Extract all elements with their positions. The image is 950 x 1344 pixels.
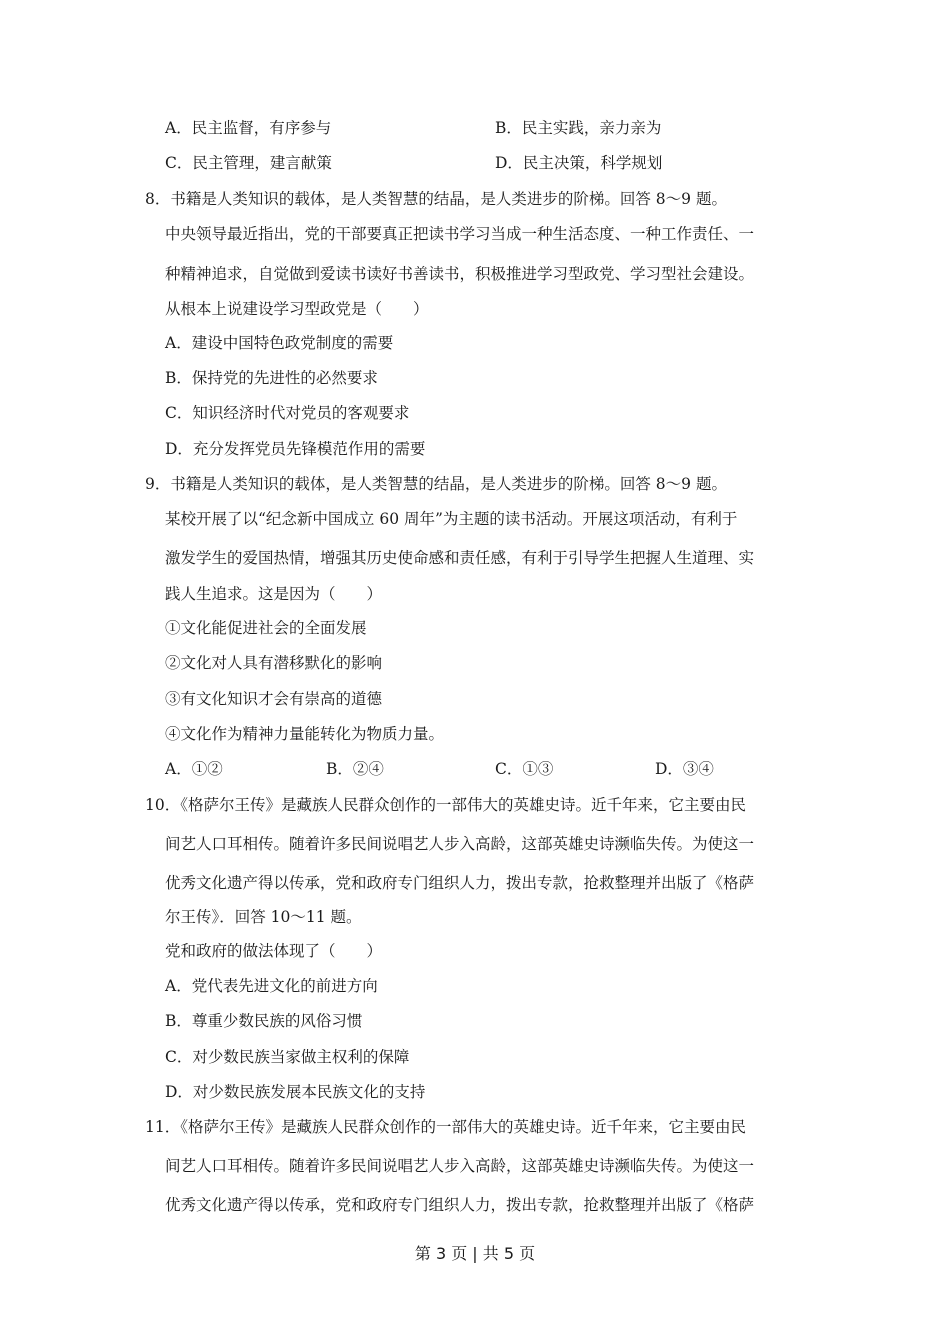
q9-stem-line: 践人生追求。这是因为（ ）: [165, 585, 383, 603]
q9-option-a: A．①②: [165, 760, 223, 778]
q8-stem-line: 种精神追求，自觉做到爱读书读好书善读书，积极推进学习型政党、学习型社会建设。: [165, 265, 755, 283]
q7-option-a: A．民主监督，有序参与: [165, 119, 332, 137]
q10-stem: 党和政府的做法体现了（ ）: [165, 942, 383, 960]
q9-option-c: C．①③: [495, 760, 554, 778]
q10-intro-line: 尔王传》．回答 10～11 题。: [165, 908, 362, 926]
q8-stem-line: 从根本上说建设学习型政党是（ ）: [165, 300, 429, 318]
q9-option-d: D．③④: [655, 760, 714, 778]
q11-intro-line: 优秀文化遗产得以传承，党和政府专门组织人力，拨出专款，抢救整理并出版了《格萨: [165, 1196, 755, 1214]
q9-statement: ③有文化知识才会有崇高的道德: [165, 690, 383, 708]
q9-stem-line: 激发学生的爱国热情，增强其历史使命感和责任感，有利于引导学生把握人生道理、实: [165, 549, 755, 567]
q9-stem-line: 某校开展了以“纪念新中国成立 60 周年”为主题的读书活动。开展这项活动，有利于: [165, 510, 738, 528]
q8-option-d: D．充分发挥党员先锋模范作用的需要: [165, 440, 426, 458]
q9-statement: ①文化能促进社会的全面发展: [165, 619, 367, 637]
q9-option-b: B．②④: [326, 760, 384, 778]
q7-option-b: B．民主实践，亲力亲为: [495, 119, 662, 137]
q10-option-b: B．尊重少数民族的风俗习惯: [165, 1012, 363, 1030]
q7-option-d: D．民主决策，科学规划: [495, 154, 663, 172]
q10-option-c: C．对少数民族当家做主权利的保障: [165, 1048, 410, 1066]
q7-option-c: C．民主管理，建言献策: [165, 154, 332, 172]
q11-intro-line: 间艺人口耳相传。随着许多民间说唱艺人步入高龄，这部英雄史诗濒临失传。为使这一: [165, 1157, 755, 1175]
q9-statement: ④文化作为精神力量能转化为物质力量。: [165, 725, 445, 743]
q11-intro-line: 11．《格萨尔王传》是藏族人民群众创作的一部伟大的英雄史诗。近千年来，它主要由民: [145, 1118, 746, 1136]
q10-intro-line: 10．《格萨尔王传》是藏族人民群众创作的一部伟大的英雄史诗。近千年来，它主要由民: [145, 796, 746, 814]
q9-statement: ②文化对人具有潜移默化的影响: [165, 654, 383, 672]
page-footer: 第 3 页 | 共 5 页: [414, 1244, 536, 1263]
q8-option-b: B．保持党的先进性的必然要求: [165, 369, 378, 387]
q8-option-c: C．知识经济时代对党员的客观要求: [165, 404, 410, 422]
q9-intro: 9．书籍是人类知识的载体，是人类智慧的结晶，是人类进步的阶梯。回答 8～9 题。: [145, 475, 727, 493]
q8-stem-line: 中央领导最近指出，党的干部要真正把读书学习当成一种生活态度、一种工作责任、一: [165, 225, 755, 243]
q8-intro: 8．书籍是人类知识的载体，是人类智慧的结晶，是人类进步的阶梯。回答 8～9 题。: [145, 190, 727, 208]
q10-option-d: D．对少数民族发展本民族文化的支持: [165, 1083, 426, 1101]
q10-option-a: A．党代表先进文化的前进方向: [165, 977, 378, 995]
q8-option-a: A．建设中国特色政党制度的需要: [165, 334, 394, 352]
q10-intro-line: 优秀文化遗产得以传承，党和政府专门组织人力，拨出专款，抢救整理并出版了《格萨: [165, 874, 755, 892]
q10-intro-line: 间艺人口耳相传。随着许多民间说唱艺人步入高龄，这部英雄史诗濒临失传。为使这一: [165, 835, 755, 853]
